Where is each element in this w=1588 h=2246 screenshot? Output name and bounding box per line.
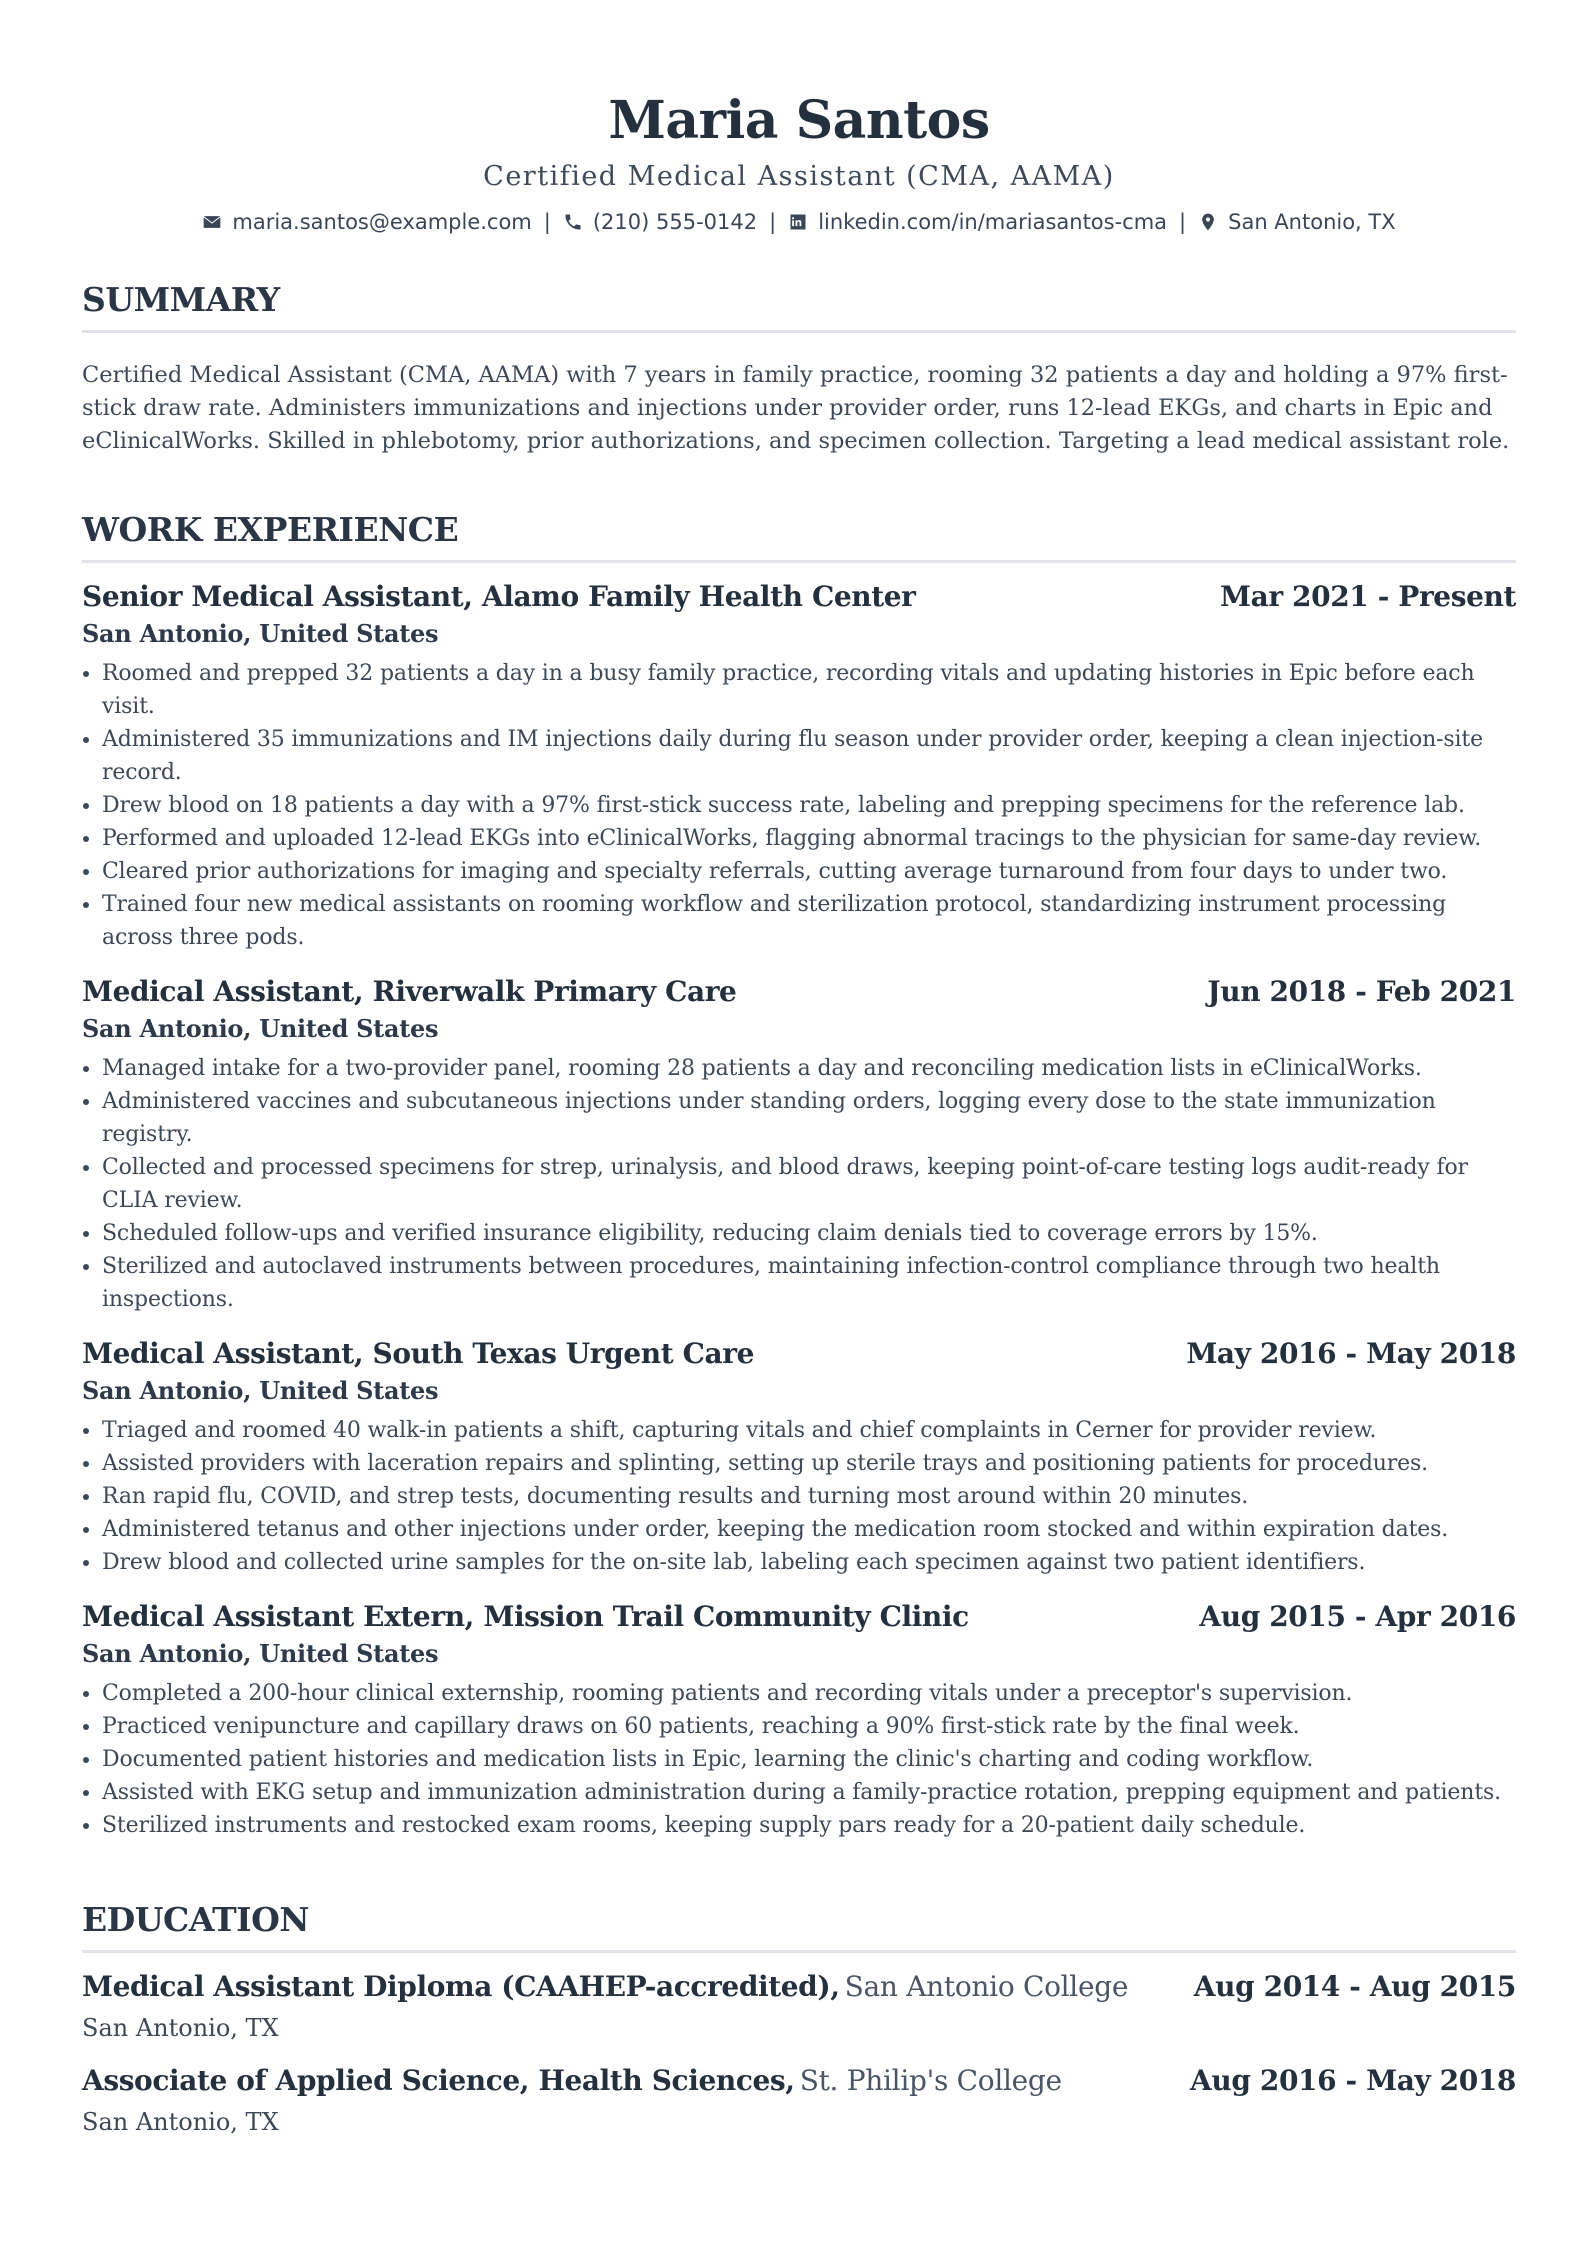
job-bullets: [82, 1414, 1516, 1579]
education-section: [82, 1900, 1516, 2139]
education-list: [82, 1967, 1516, 2139]
section-heading: WORK EXPERIENCE: [82, 510, 1516, 563]
bullet-item: • Roomed and prepped 32 patients a day in a busy family practice, recording vitals and updating histories in Epic before each visit.: [102, 657, 1516, 723]
envelope-icon: [202, 212, 222, 232]
contact-phone[interactable]: [563, 208, 757, 236]
job-dates: May 2016 - May 2018: [1186, 1337, 1516, 1370]
phone-text: (210) 555-0142: [592, 210, 758, 234]
bullet-item: • Managed intake for a two-provider panel, rooming 28 patients a day and reconciling medication lists in eClinicalWorks.: [102, 1052, 1516, 1085]
job-dates: Mar 2021 - Present: [1220, 580, 1516, 613]
bullet-item: • Collected and processed specimens for strep, urinalysis, and blood draws, keeping point-of-care testing logs audit-ready for CLIA review.: [102, 1151, 1516, 1217]
bullet-item: • Sterilized instruments and restocked exam rooms, keeping supply pars ready for a 20-patient daily schedule.: [102, 1809, 1516, 1842]
job-header: [82, 577, 1516, 617]
job-title: Senior Medical Assistant, Alamo Family Health Center: [82, 580, 916, 613]
job-header: [82, 972, 1516, 1012]
education-degree: Medical Assistant Diploma (CAAHEP-accredited),: [82, 1970, 840, 2003]
bullet-item: • Scheduled follow-ups and verified insurance eligibility, reducing claim denials tied to coverage errors by 15%.: [102, 1217, 1516, 1250]
education-header: [82, 2061, 1516, 2105]
job-header: [82, 1334, 1516, 1374]
job-title: Medical Assistant, Riverwalk Primary Care: [82, 975, 737, 1008]
education-entry: [82, 2061, 1516, 2139]
experience-section: [82, 510, 1516, 1842]
job-entry: [82, 972, 1516, 1316]
bullet-item: • Practiced venipuncture and capillary draws on 60 patients, reaching a 90% first-stick rate by the final week.: [102, 1710, 1516, 1743]
linkedin-text: linkedin.com/in/mariasantos-cma: [818, 210, 1168, 234]
map-pin-icon: [1198, 212, 1218, 232]
phone-icon: [563, 212, 583, 232]
summary-section: [82, 280, 1516, 458]
education-title: [82, 1967, 1128, 2011]
bullet-item: • Performed and uploaded 12-lead EKGs into eClinicalWorks, flagging abnormal tracings to the physician for same-day review.: [102, 822, 1516, 855]
job-entry: [82, 577, 1516, 954]
job-location: San Antonio, United States: [82, 1639, 439, 1668]
location-text: San Antonio, TX: [1228, 210, 1396, 234]
education-dates: Aug 2014 - Aug 2015: [1193, 1970, 1516, 2003]
job-bullets: [82, 1052, 1516, 1316]
education-location: San Antonio, TX: [82, 2014, 279, 2042]
candidate-title: Certified Medical Assistant (CMA, AAMA): [483, 161, 1115, 192]
education-location: San Antonio, TX: [82, 2108, 279, 2136]
contact-separator: |: [769, 210, 777, 234]
contact-separator: |: [543, 210, 551, 234]
section-heading: EDUCATION: [82, 1900, 1516, 1953]
section-heading: SUMMARY: [82, 280, 1516, 333]
education-school: St. Philip's College: [799, 2064, 1062, 2097]
job-location: San Antonio, United States: [82, 1376, 439, 1405]
resume-page: [82, 0, 1516, 2139]
email-text: maria.santos@example.com: [232, 210, 532, 234]
education-entry: [82, 1967, 1516, 2045]
bullet-item: • Documented patient histories and medication lists in Epic, learning the clinic's charting and coding workflow.: [102, 1743, 1516, 1776]
job-dates: Jun 2018 - Feb 2021: [1207, 975, 1516, 1008]
job-dates: Aug 2015 - Apr 2016: [1199, 1600, 1516, 1633]
job-location: San Antonio, United States: [82, 1014, 439, 1043]
bullet-item: • Drew blood and collected urine samples for the on-site lab, labeling each specimen against two patient identifiers.: [102, 1546, 1516, 1579]
job-bullets: [82, 657, 1516, 954]
bullet-item: • Administered 35 immunizations and IM injections daily during flu season under provider order, keeping a clean injection-site record.: [102, 723, 1516, 789]
contact-linkedin[interactable]: [788, 208, 1167, 236]
job-entry: [82, 1334, 1516, 1579]
bullet-item: • Completed a 200-hour clinical externship, rooming patients and recording vitals under a preceptor's supervision.: [102, 1677, 1516, 1710]
job-title: Medical Assistant Extern, Mission Trail Community Clinic: [82, 1600, 969, 1633]
summary-text: Certified Medical Assistant (CMA, AAMA) with 7 years in family practice, rooming 32 patients a day and holding a 97% first-stick draw rate. Administers immunizations and injections under provider order, runs 12-lead EKGs, and charts in Epic and eClinicalWorks. Skilled in phlebotomy, prior authorizations, and specimen collection. Targeting a lead medical assistant role.: [82, 362, 1510, 454]
education-dates: Aug 2016 - May 2018: [1190, 2064, 1516, 2097]
bullet-item: • Drew blood on 18 patients a day with a 97% first-stick success rate, labeling and prepping specimens for the reference lab.: [102, 789, 1516, 822]
job-bullets: [82, 1677, 1516, 1842]
education-title: [82, 2061, 1062, 2105]
bullet-item: • Administered tetanus and other injections under order, keeping the medication room stocked and within expiration dates.: [102, 1513, 1516, 1546]
job-title: Medical Assistant, South Texas Urgent Care: [82, 1337, 754, 1370]
bullet-item: • Assisted providers with laceration repairs and splinting, setting up sterile trays and positioning patients for procedures.: [102, 1447, 1516, 1480]
candidate-name: Maria Santos: [608, 90, 990, 151]
bullet-item: • Cleared prior authorizations for imaging and specialty referrals, cutting average turnaround from four days to under two.: [102, 855, 1516, 888]
bullet-item: • Trained four new medical assistants on rooming workflow and sterilization protocol, standardizing instrument processing across three pods.: [102, 888, 1516, 954]
job-entry: [82, 1597, 1516, 1842]
education-degree: Associate of Applied Science, Health Sciences,: [82, 2064, 795, 2097]
contact-line: [82, 208, 1516, 236]
bullet-item: • Triaged and roomed 40 walk-in patients a shift, capturing vitals and chief complaints in Cerner for provider review.: [102, 1414, 1516, 1447]
education-school: San Antonio College: [844, 1970, 1129, 2003]
contact-location: [1198, 208, 1396, 236]
bullet-item: • Sterilized and autoclaved instruments between procedures, maintaining infection-control compliance through two health inspections.: [102, 1250, 1516, 1316]
job-location: San Antonio, United States: [82, 619, 439, 648]
bullet-item: • Administered vaccines and subcutaneous injections under standing orders, logging every dose to the state immunization registry.: [102, 1085, 1516, 1151]
contact-separator: |: [1179, 210, 1187, 234]
bullet-item: • Assisted with EKG setup and immunization administration during a family-practice rotation, prepping equipment and patients.: [102, 1776, 1516, 1809]
linkedin-icon: [788, 212, 808, 232]
resume-header: [82, 0, 1516, 236]
bullet-item: • Ran rapid flu, COVID, and strep tests, documenting results and turning most around within 20 minutes.: [102, 1480, 1516, 1513]
education-header: [82, 1967, 1516, 2011]
jobs-list: [82, 577, 1516, 1842]
job-header: [82, 1597, 1516, 1637]
contact-email[interactable]: [202, 208, 531, 236]
